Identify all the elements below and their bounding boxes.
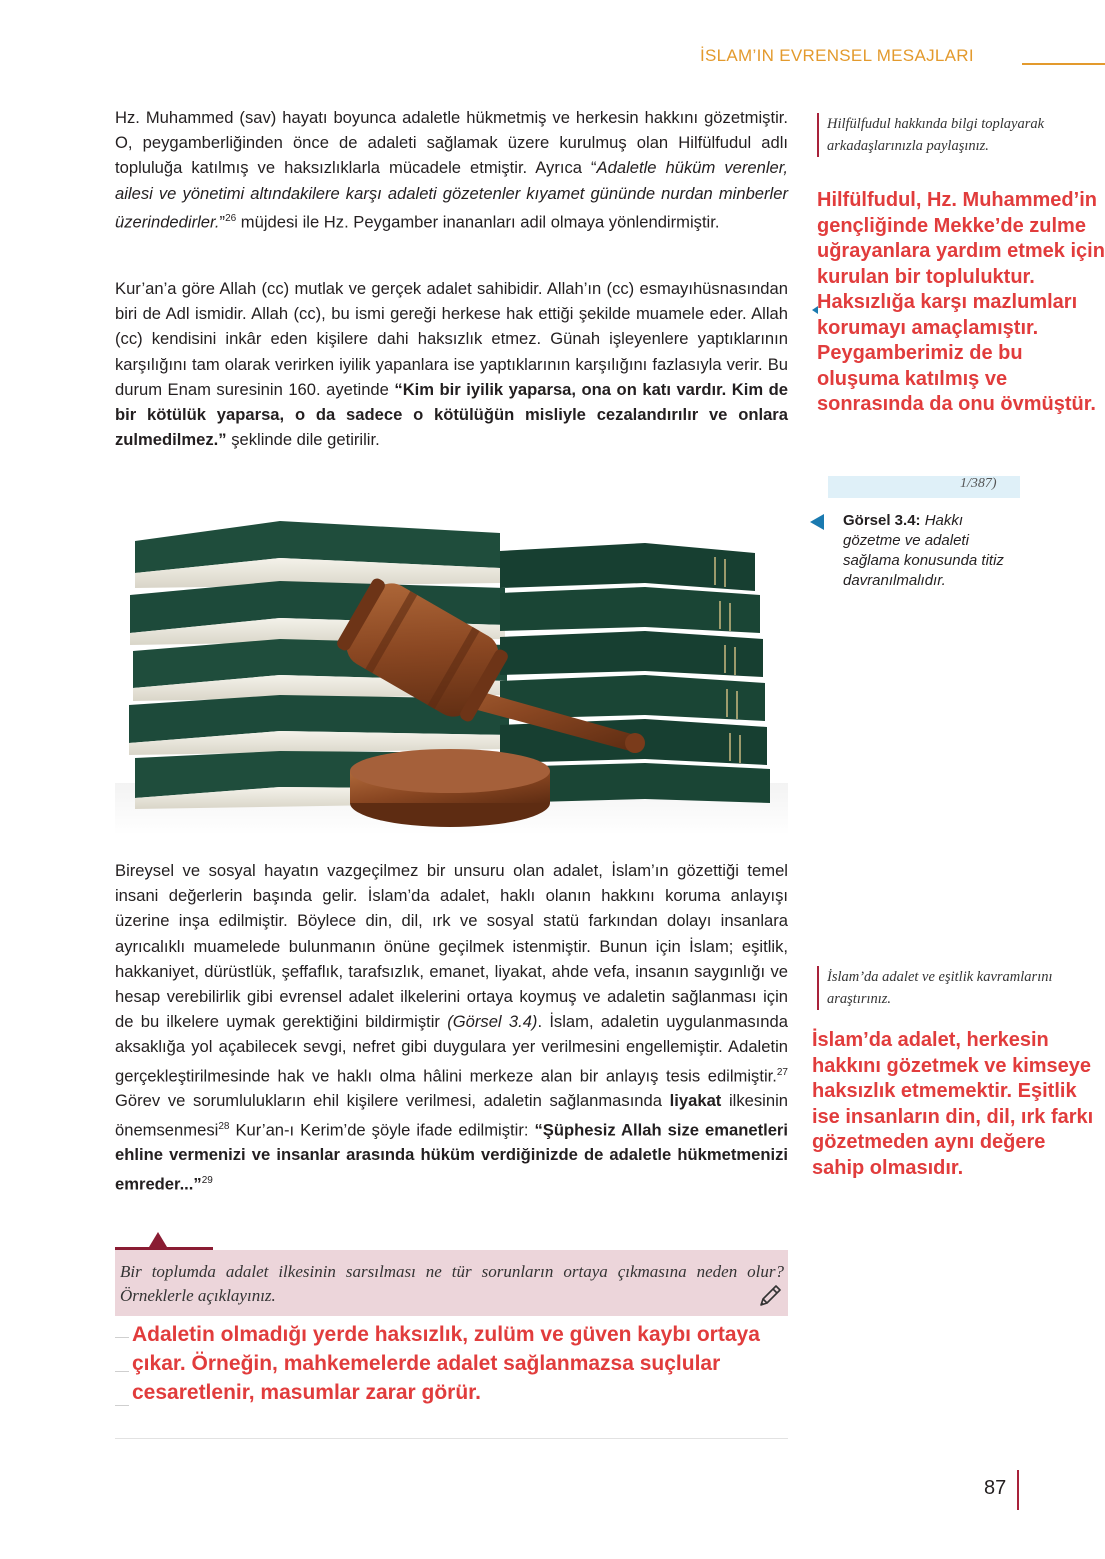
p3-text-5: Kur’an-ı Kerim’de şöyle ifade edilmiştir: xyxy=(229,1120,535,1140)
answer-tick xyxy=(115,1405,129,1406)
answer-tick xyxy=(115,1337,129,1338)
p3-text-3: Görev ve sorumlulukların ehil kişilere verilmesi, adaletin sağlanmasında xyxy=(115,1091,670,1111)
footnote-ref-27: 27 xyxy=(776,1066,788,1078)
caption-label: Görsel 3.4: xyxy=(843,512,921,529)
p1-text-1: Hz. Muhammed (sav) hayatı boyunca adaletle hükmetmiş ve herkesin hakkını gözetmiştir. O, peygamberliğinden önce de adaleti sağlamak üzere kurulmuş olan Hilfülfudul adlı topluluğa katılmış ve haksızlıklarla mücadele etmiştir. Ayrıca “ xyxy=(115,108,788,178)
p3-text-4: ilkesinin önemsenmesi xyxy=(115,1091,789,1140)
pencil-icon xyxy=(756,1282,784,1310)
answer-tick xyxy=(115,1371,129,1372)
p1-text-2: müjdesi ile Hz. Peygamber inananları adil olmaya yönlendirmiştir. xyxy=(236,212,720,232)
p2-text-2: şeklinde dile getirilir. xyxy=(226,430,380,450)
p3-text-1: Bireysel ve sosyal hayatın vazgeçilmez bir unsuru olan adalet, İslam’ın gözettiği temel insani değerlerin başında gelir. İslam’da adalet, haklı olanın hakkını koruma anlayışı üzerine inşa edilmiştir. Böylece din, dil, ırk ve sosyal statü farkından dolayı insanlara ayrıcalıklı muamelede bulunmanın önüne geçilmek istenmiştir. Bunun için İslam; eşitlik, hakkaniyet, dürüstlük, şeffaflık, tarafsızlık, emanet, liyakat, ahde vefa, insanın saygınlığı ve hesap verebilirlik gibi evrensel adalet ilkelerini ortaya koymuş ve adaletin sağlanması için de bu ilkelere uymak gerektiğini bildirmiştir xyxy=(115,861,788,1032)
footnote-ref-28: 28 xyxy=(218,1120,230,1132)
sound-block xyxy=(350,749,550,827)
p1-quote-end: ” xyxy=(219,212,226,232)
p3-figure-reference: (Görsel 3.4) xyxy=(447,1012,538,1032)
question-text: Bir toplumda adalet ilkesinin sarsılması ne tür sorunların ortaya çıkmasına neden olur? Örneklerle açıklayınız. xyxy=(120,1262,784,1305)
paragraph-1 xyxy=(115,105,788,235)
paragraph-3 xyxy=(115,858,788,1196)
reference-fragment: 1/387) xyxy=(960,476,997,491)
caption-text: Hakkı gözetme ve adaleti sağlama konusunda titiz davranılmalıdır. xyxy=(843,512,1004,589)
sidebar-activity-note-2: İslam’da adalet ve eşitlik kavramlarını araştırınız. xyxy=(817,966,1057,1010)
p1-hadith-quote: Adaletle hüküm verenler, ailesi ve yönetimi altındakilere karşı adaleti gözetenler kıyamet gününde nurdan minberler üzerindedirler. xyxy=(115,158,789,232)
header-rule xyxy=(1022,63,1105,65)
sidebar-answer-2: İslam’da adalet, herkesin hakkını gözetmek ve kimseye haksızlık etmemektir. Eşitlik ise insanların din, dil, ırk farkı gözetmeden aynı değere sahip olmasıdır. xyxy=(812,1029,1094,1179)
footnote-ref-29: 29 xyxy=(201,1174,213,1186)
page-number-rule xyxy=(1017,1470,1019,1510)
p3-verse-quote: “Şüphesiz Allah size emanetleri ehline vermenizi ve insanlar arasında hüküm verdiğinizde de adaletle hükmetmenizi emreder...” xyxy=(115,1120,788,1194)
footnote-ref-26: 26 xyxy=(225,212,237,224)
header-title: İSLAM’IN EVRENSEL MESAJLARI xyxy=(700,46,974,65)
sidebar-activity-note-1: Hilfülfudul hakkında bilgi toplayarak arkadaşlarınızla paylaşınız. xyxy=(817,113,1057,157)
question-answer: Adaletin olmadığı yerde haksızlık, zulüm ve güven kaybı ortaya çıkar. Örneğin, mahkemelerde adalet sağlanmazsa suçlular cesaretlenir, masumlar zarar görür. xyxy=(132,1323,760,1404)
question-marker-icon xyxy=(149,1232,167,1247)
gavel-books-photo xyxy=(115,513,788,835)
answer-line xyxy=(115,1438,788,1439)
figure-caption xyxy=(843,511,1013,591)
p2-text-1: Kur’an’a göre Allah (cc) mutlak ve gerçek adalet sahibidir. Allah’ın (cc) esmayıhüsnasından biri de Adl ismidir. Allah (cc), bu ismi gereği herkese hak ettiği şekilde muamele eder. Allah (cc) kendisini inkâr eden kişilere dahi haksızlık etmez. Günah işleyenlere yaptıklarının karşılığını tam olarak verirken iyilik yapanlara ise yaptıklarının karşılığını fazlasıyla verir. Bu durum Enam suresinin 160. ayetinde xyxy=(115,279,788,399)
p3-text-2: . İslam, adaletin uygulanmasında aksaklığa yol açabilecek sevgi, nefret gibi duygulara yer verilmesini engellemiştir. Adaletin gerçekleştirilmesinde hak ve haklı olma hâlini merkeze alan bir anlayış tesis edilmiştir. xyxy=(115,1012,788,1086)
paragraph-2 xyxy=(115,276,788,452)
page-number: 87 xyxy=(984,1477,1007,1499)
caption-arrow-icon xyxy=(810,514,824,530)
p3-liyakat: liyakat xyxy=(669,1091,722,1111)
sidebar-answer-1: Hilfülfudul, Hz. Muhammed’in gençliğinde Mekke’de zulme uğrayanlara yardım etmek için kurulan bir topluluktur. Haksızlığa karşı mazlumları korumayı amaçlamıştır. Peygamberimiz de bu oluşuma katılmış ve sonrasında da onu övmüştür. xyxy=(817,189,1105,415)
p2-verse-quote: “Kim bir iyilik yaparsa, ona on katı vardır. Kim de bir kötülük yaparsa, o da sadece o kötülüğün misliyle cezalandırılır ve onlara zulmedilmez.” xyxy=(115,379,788,450)
